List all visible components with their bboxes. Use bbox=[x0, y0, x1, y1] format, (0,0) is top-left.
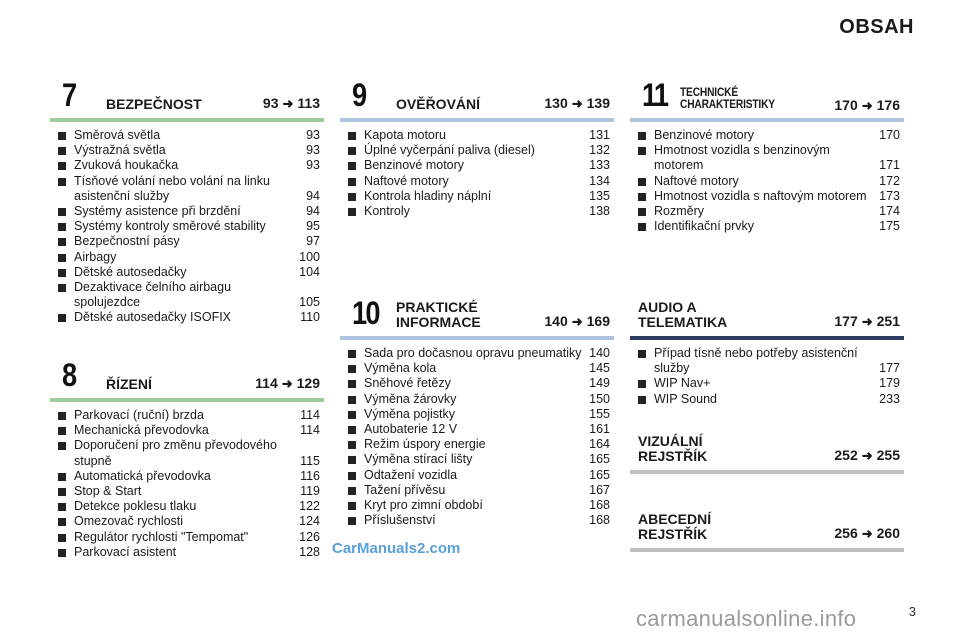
square-bullet-icon bbox=[58, 132, 66, 140]
square-bullet-icon bbox=[58, 488, 66, 496]
range-from: 252 bbox=[834, 447, 858, 463]
toc-entry-text: Airbagy bbox=[74, 249, 117, 264]
section-audio-telematika bbox=[630, 290, 904, 407]
toc-entry[interactable] bbox=[58, 310, 320, 325]
toc-entry-page: 175 bbox=[879, 219, 900, 234]
toc-entry[interactable] bbox=[58, 545, 320, 560]
section-title bbox=[680, 86, 775, 110]
square-bullet-icon bbox=[348, 502, 356, 510]
toc-entry[interactable] bbox=[58, 204, 320, 219]
square-bullet-icon bbox=[58, 223, 66, 231]
arrow-right-icon: ➜ bbox=[861, 448, 873, 463]
toc-entry[interactable] bbox=[348, 452, 610, 467]
toc-entry-page: 170 bbox=[879, 128, 900, 142]
toc-entry-text: Benzinové motory bbox=[654, 128, 755, 142]
toc-entry-page: 110 bbox=[300, 310, 320, 325]
square-bullet-icon bbox=[638, 193, 646, 201]
toc-entry-page: 177 bbox=[879, 361, 900, 376]
square-bullet-icon bbox=[58, 427, 66, 435]
toc-entry-page: 122 bbox=[299, 499, 320, 514]
square-bullet-icon bbox=[638, 350, 646, 358]
section-number: 10 bbox=[352, 295, 379, 331]
toc-entry-text: Příslušenství bbox=[364, 513, 436, 528]
toc-entry-text: Rozměry bbox=[654, 204, 705, 219]
toc-entry[interactable] bbox=[58, 143, 320, 158]
toc-entry-page: 173 bbox=[879, 188, 900, 203]
item-list bbox=[340, 122, 614, 219]
square-bullet-icon bbox=[58, 238, 66, 246]
toc-entry-page: 165 bbox=[589, 467, 610, 482]
page-range bbox=[834, 525, 900, 542]
toc-entry-text: Regulátor rychlosti "Tempomat" bbox=[74, 529, 249, 544]
toc-entry-page: 94 bbox=[306, 204, 320, 219]
arrow-right-icon: ➜ bbox=[571, 314, 583, 329]
section-9 bbox=[340, 72, 614, 219]
toc-entry[interactable] bbox=[348, 513, 610, 528]
title-line-2: CHARAKTERISTIKY bbox=[680, 97, 775, 111]
toc-entry-text: Dětské autosedačky bbox=[74, 264, 187, 279]
square-bullet-icon bbox=[348, 178, 356, 186]
page-range bbox=[263, 95, 320, 112]
toc-entry-page: 135 bbox=[589, 188, 610, 203]
square-bullet-icon bbox=[348, 147, 356, 155]
square-bullet-icon bbox=[58, 503, 66, 511]
toc-entry[interactable] bbox=[348, 437, 610, 452]
toc-entry-text: Autobaterie 12 V bbox=[364, 422, 458, 437]
toc-entry-text: Případ tísně nebo potřeby asistenční služby bbox=[654, 346, 858, 376]
toc-entry-page: 116 bbox=[300, 468, 320, 483]
square-bullet-icon bbox=[58, 147, 66, 155]
toc-entry-page: 145 bbox=[589, 361, 610, 376]
toc-entry[interactable] bbox=[638, 143, 900, 173]
toc-entry-page: 105 bbox=[299, 295, 320, 310]
section-title bbox=[396, 300, 481, 330]
arrow-right-icon: ➜ bbox=[282, 96, 294, 111]
square-bullet-icon bbox=[638, 132, 646, 140]
toc-entry-text: Systémy asistence při brzdění bbox=[74, 204, 241, 219]
range-to: 255 bbox=[876, 447, 900, 463]
toc-entry-text: Doporučení pro změnu převodového stupně bbox=[74, 438, 277, 468]
toc-entry-page: 100 bbox=[299, 249, 320, 264]
toc-entry-page: 134 bbox=[589, 173, 610, 188]
toc-entry-page: 133 bbox=[589, 158, 610, 173]
section-title bbox=[638, 434, 707, 464]
toc-entry-text: Úplné vyčerpání paliva (diesel) bbox=[364, 143, 535, 158]
toc-entry[interactable] bbox=[348, 128, 610, 143]
section-number: 9 bbox=[352, 77, 366, 113]
section-title: ŘÍZENÍ bbox=[106, 376, 152, 392]
toc-entry-page: 167 bbox=[589, 482, 610, 497]
toc-entry[interactable] bbox=[348, 361, 610, 376]
toc-entry-page: 114 bbox=[300, 408, 320, 422]
toc-entry-text: Naftové motory bbox=[364, 173, 449, 188]
toc-entry-text: Mechanická převodovka bbox=[74, 423, 209, 438]
square-bullet-icon bbox=[638, 178, 646, 186]
toc-entry-page: 114 bbox=[300, 423, 320, 438]
toc-entry-text: Výměna kola bbox=[364, 361, 437, 376]
section-11 bbox=[630, 72, 904, 234]
range-to: 169 bbox=[586, 313, 610, 329]
section-visual-index bbox=[630, 424, 904, 474]
square-bullet-icon bbox=[348, 132, 356, 140]
section-number: 11 bbox=[642, 77, 668, 113]
square-bullet-icon bbox=[348, 193, 356, 201]
toc-entry[interactable] bbox=[348, 483, 610, 498]
arrow-right-icon: ➜ bbox=[861, 526, 873, 541]
section-title: BEZPEČNOST bbox=[106, 96, 202, 112]
toc-entry-page: 150 bbox=[589, 391, 610, 406]
toc-entry-text: Stop & Start bbox=[74, 484, 142, 499]
toc-entry[interactable] bbox=[58, 128, 320, 143]
toc-entry[interactable] bbox=[348, 392, 610, 407]
title-line-1: PRAKTICKÉ bbox=[396, 299, 478, 315]
toc-entry-text: Benzinové motory bbox=[364, 158, 465, 173]
square-bullet-icon bbox=[58, 208, 66, 216]
square-bullet-icon bbox=[638, 380, 646, 388]
toc-entry-page: 97 bbox=[306, 234, 320, 249]
range-from: 114 bbox=[255, 375, 278, 391]
square-bullet-icon bbox=[638, 147, 646, 155]
square-bullet-icon bbox=[58, 178, 66, 186]
toc-entry[interactable] bbox=[58, 484, 320, 499]
divider-gray bbox=[630, 548, 904, 552]
range-to: 176 bbox=[876, 97, 900, 113]
toc-entry[interactable] bbox=[58, 234, 320, 249]
toc-entry[interactable] bbox=[58, 530, 320, 545]
square-bullet-icon bbox=[348, 472, 356, 480]
toc-entry[interactable] bbox=[638, 128, 900, 143]
toc-entry[interactable] bbox=[348, 376, 610, 391]
page-range bbox=[544, 95, 610, 112]
toc-entry-text: Detekce poklesu tlaku bbox=[74, 499, 197, 514]
toc-entry[interactable] bbox=[638, 204, 900, 219]
section-alpha-index bbox=[630, 502, 904, 552]
square-bullet-icon bbox=[348, 380, 356, 388]
section-title bbox=[638, 300, 727, 330]
toc-entry-page: 140 bbox=[589, 346, 610, 360]
page-title: OBSAH bbox=[839, 16, 914, 38]
toc-entry-text: Systémy kontroly směrové stability bbox=[74, 219, 266, 234]
toc-entry-page: 93 bbox=[306, 158, 320, 173]
range-to: 113 bbox=[297, 95, 320, 111]
toc-entry[interactable] bbox=[348, 498, 610, 513]
toc-entry-text: Výstražná světla bbox=[74, 143, 166, 158]
range-from: 177 bbox=[834, 313, 858, 329]
toc-entry-page: 161 bbox=[589, 422, 610, 437]
title-line-1: TECHNICKÉ bbox=[680, 85, 738, 99]
page-number: 3 bbox=[908, 604, 916, 619]
toc-entry[interactable] bbox=[638, 346, 900, 376]
toc-entry[interactable] bbox=[638, 219, 900, 234]
title-line-2: TELEMATIKA bbox=[638, 314, 728, 330]
toc-entry-text: Odtažení vozidla bbox=[364, 467, 458, 482]
square-bullet-icon bbox=[58, 254, 66, 262]
toc-entry[interactable] bbox=[58, 499, 320, 514]
toc-entry-text: Směrová světla bbox=[74, 128, 161, 142]
section-8 bbox=[50, 352, 324, 560]
toc-entry-page: 171 bbox=[879, 158, 900, 173]
square-bullet-icon bbox=[58, 284, 66, 292]
toc-entry-text: Identifikační prvky bbox=[654, 219, 755, 234]
toc-entry-text: Bezpečnostní pásy bbox=[74, 234, 180, 249]
toc-entry-page: 179 bbox=[879, 376, 900, 391]
toc-entry-text: Hmotnost vozidla s benzinovým motorem bbox=[654, 143, 830, 173]
toc-entry[interactable] bbox=[348, 346, 610, 361]
toc-entry-text: WIP Nav+ bbox=[654, 376, 711, 391]
toc-entry-page: 95 bbox=[306, 219, 320, 234]
section-7 bbox=[50, 72, 324, 326]
toc-entry-page: 155 bbox=[589, 406, 610, 421]
toc-entry[interactable] bbox=[638, 174, 900, 189]
toc-entry-text: Omezovač rychlosti bbox=[74, 514, 184, 529]
divider-gray bbox=[630, 470, 904, 474]
toc-entry-text: Parkovací asistent bbox=[74, 544, 177, 559]
item-list bbox=[50, 402, 324, 560]
square-bullet-icon bbox=[348, 456, 356, 464]
square-bullet-icon bbox=[58, 442, 66, 450]
toc-entry[interactable] bbox=[348, 143, 610, 158]
square-bullet-icon bbox=[58, 314, 66, 322]
toc-entry-text: Sada pro dočasnou opravu pneumatiky bbox=[364, 346, 582, 360]
range-to: 260 bbox=[876, 525, 900, 541]
square-bullet-icon bbox=[58, 518, 66, 526]
section-number: 7 bbox=[62, 77, 76, 113]
toc-entry-page: 138 bbox=[589, 204, 610, 219]
toc-entry-text: Dezaktivace čelního airbagu spolujezdce bbox=[74, 280, 232, 310]
range-to: 251 bbox=[876, 313, 900, 329]
toc-entry-page: 164 bbox=[589, 437, 610, 452]
watermark-carmanualsonline[interactable]: carmanualsonline.info bbox=[636, 606, 857, 631]
arrow-right-icon: ➜ bbox=[861, 314, 873, 329]
watermark-carmanuals2[interactable]: CarManuals2.com bbox=[332, 540, 461, 557]
toc-entry-page: 165 bbox=[589, 452, 610, 467]
page-range bbox=[834, 97, 900, 114]
toc-entry-page: 172 bbox=[879, 173, 900, 188]
item-list bbox=[50, 122, 324, 326]
square-bullet-icon bbox=[58, 549, 66, 557]
page-range bbox=[544, 313, 610, 330]
toc-entry[interactable] bbox=[58, 280, 320, 310]
toc-entry[interactable] bbox=[58, 423, 320, 438]
toc-entry-text: Dětské autosedačky ISOFIX bbox=[74, 310, 232, 325]
toc-entry[interactable] bbox=[58, 250, 320, 265]
toc-entry-text: Sněhové řetězy bbox=[364, 376, 451, 391]
toc-entry-text: Výměna stírací lišty bbox=[364, 452, 473, 467]
page-range bbox=[834, 447, 900, 464]
toc-entry-text: Kapota motoru bbox=[364, 128, 446, 142]
title-line-1: ABECEDNÍ bbox=[638, 511, 712, 527]
toc-entry[interactable] bbox=[58, 469, 320, 484]
arrow-right-icon: ➜ bbox=[861, 98, 873, 113]
square-bullet-icon bbox=[58, 162, 66, 170]
toc-entry-page: 94 bbox=[306, 188, 320, 203]
square-bullet-icon bbox=[638, 396, 646, 404]
toc-entry[interactable] bbox=[58, 408, 320, 423]
toc-entry-text: Parkovací (ruční) brzda bbox=[74, 408, 204, 422]
toc-entry[interactable] bbox=[638, 189, 900, 204]
title-line-2: INFORMACE bbox=[396, 314, 481, 330]
square-bullet-icon bbox=[58, 269, 66, 277]
square-bullet-icon bbox=[58, 473, 66, 481]
square-bullet-icon bbox=[348, 396, 356, 404]
item-list bbox=[630, 122, 904, 234]
toc-entry-text: Naftové motory bbox=[654, 173, 739, 188]
square-bullet-icon bbox=[348, 208, 356, 216]
toc-entry-page: 149 bbox=[589, 376, 610, 391]
section-10 bbox=[340, 290, 614, 528]
toc-entry-page: 132 bbox=[589, 143, 610, 158]
title-line-2: REJSTŘÍK bbox=[638, 526, 708, 542]
toc-entry-page: 126 bbox=[299, 529, 320, 544]
square-bullet-icon bbox=[58, 534, 66, 542]
toc-entry[interactable] bbox=[348, 468, 610, 483]
range-from: 130 bbox=[544, 95, 568, 111]
toc-entry[interactable] bbox=[638, 376, 900, 391]
square-bullet-icon bbox=[348, 365, 356, 373]
arrow-right-icon: ➜ bbox=[281, 376, 293, 391]
toc-entry-text: Režim úspory energie bbox=[364, 437, 486, 452]
toc-entry-page: 233 bbox=[879, 391, 900, 406]
toc-entry-page: 168 bbox=[589, 498, 610, 513]
page-range bbox=[834, 313, 900, 330]
title-line-1: VIZUÁLNÍ bbox=[638, 433, 703, 449]
range-from: 170 bbox=[834, 97, 858, 113]
arrow-right-icon: ➜ bbox=[571, 96, 583, 111]
toc-entry-text: Kontroly bbox=[364, 204, 410, 219]
toc-entry-text: Automatická převodovka bbox=[74, 468, 211, 483]
item-list bbox=[630, 340, 904, 407]
toc-entry-page: 128 bbox=[299, 544, 320, 559]
toc-entry-page: 131 bbox=[589, 128, 610, 142]
toc-entry-text: Kryt pro zimní období bbox=[364, 498, 483, 513]
toc-entry[interactable] bbox=[348, 204, 610, 219]
toc-entry[interactable] bbox=[58, 158, 320, 173]
toc-entry[interactable] bbox=[348, 189, 610, 204]
toc-entry-text: Tažení přívěsu bbox=[364, 482, 446, 497]
range-from: 93 bbox=[262, 95, 279, 111]
toc-entry-page: 124 bbox=[299, 514, 320, 529]
square-bullet-icon bbox=[348, 162, 356, 170]
toc-entry-page: 119 bbox=[300, 484, 320, 499]
toc-entry-page: 104 bbox=[299, 264, 320, 279]
toc-entry-text: Hmotnost vozidla s naftovým motorem bbox=[654, 188, 867, 203]
toc-entry[interactable] bbox=[638, 392, 900, 407]
square-bullet-icon bbox=[58, 412, 66, 420]
toc-entry[interactable] bbox=[348, 158, 610, 173]
toc-entry[interactable] bbox=[348, 174, 610, 189]
square-bullet-icon bbox=[348, 517, 356, 525]
toc-entry[interactable] bbox=[58, 438, 320, 468]
square-bullet-icon bbox=[348, 411, 356, 419]
toc-entry-page: 174 bbox=[879, 204, 900, 219]
toc-entry[interactable] bbox=[348, 422, 610, 437]
square-bullet-icon bbox=[638, 223, 646, 231]
square-bullet-icon bbox=[348, 426, 356, 434]
page-range bbox=[255, 375, 320, 392]
title-line-2: REJSTŘÍK bbox=[638, 448, 708, 464]
toc-entry-text: WIP Sound bbox=[654, 391, 718, 406]
toc-entry[interactable] bbox=[58, 265, 320, 280]
item-list bbox=[340, 340, 614, 528]
section-number: 8 bbox=[62, 357, 76, 393]
toc-entry[interactable] bbox=[348, 407, 610, 422]
section-title bbox=[638, 512, 711, 542]
square-bullet-icon bbox=[348, 350, 356, 358]
toc-entry-page: 93 bbox=[306, 143, 320, 158]
toc-entry[interactable] bbox=[58, 174, 320, 204]
toc-entry-text: Výměna žárovky bbox=[364, 391, 457, 406]
square-bullet-icon bbox=[348, 441, 356, 449]
toc-entry-page: 168 bbox=[589, 513, 610, 528]
range-from: 256 bbox=[834, 525, 858, 541]
toc-entry[interactable] bbox=[58, 514, 320, 529]
toc-entry-text: Zvuková houkačka bbox=[74, 158, 179, 173]
title-line-1: AUDIO A bbox=[638, 299, 697, 315]
range-to: 139 bbox=[586, 95, 610, 111]
range-from: 140 bbox=[544, 313, 568, 329]
toc-entry-page: 115 bbox=[300, 453, 320, 468]
toc-entry-text: Výměna pojistky bbox=[364, 406, 456, 421]
toc-entry-page: 93 bbox=[306, 128, 320, 142]
toc-entry-text: Tísňové volání nebo volání na linku asistenční služby bbox=[74, 173, 270, 203]
toc-entry[interactable] bbox=[58, 219, 320, 234]
section-title: OVĚŘOVÁNÍ bbox=[396, 96, 481, 112]
square-bullet-icon bbox=[348, 487, 356, 495]
toc-entry-text: Kontrola hladiny náplní bbox=[364, 188, 492, 203]
square-bullet-icon bbox=[638, 208, 646, 216]
range-to: 129 bbox=[296, 375, 320, 391]
